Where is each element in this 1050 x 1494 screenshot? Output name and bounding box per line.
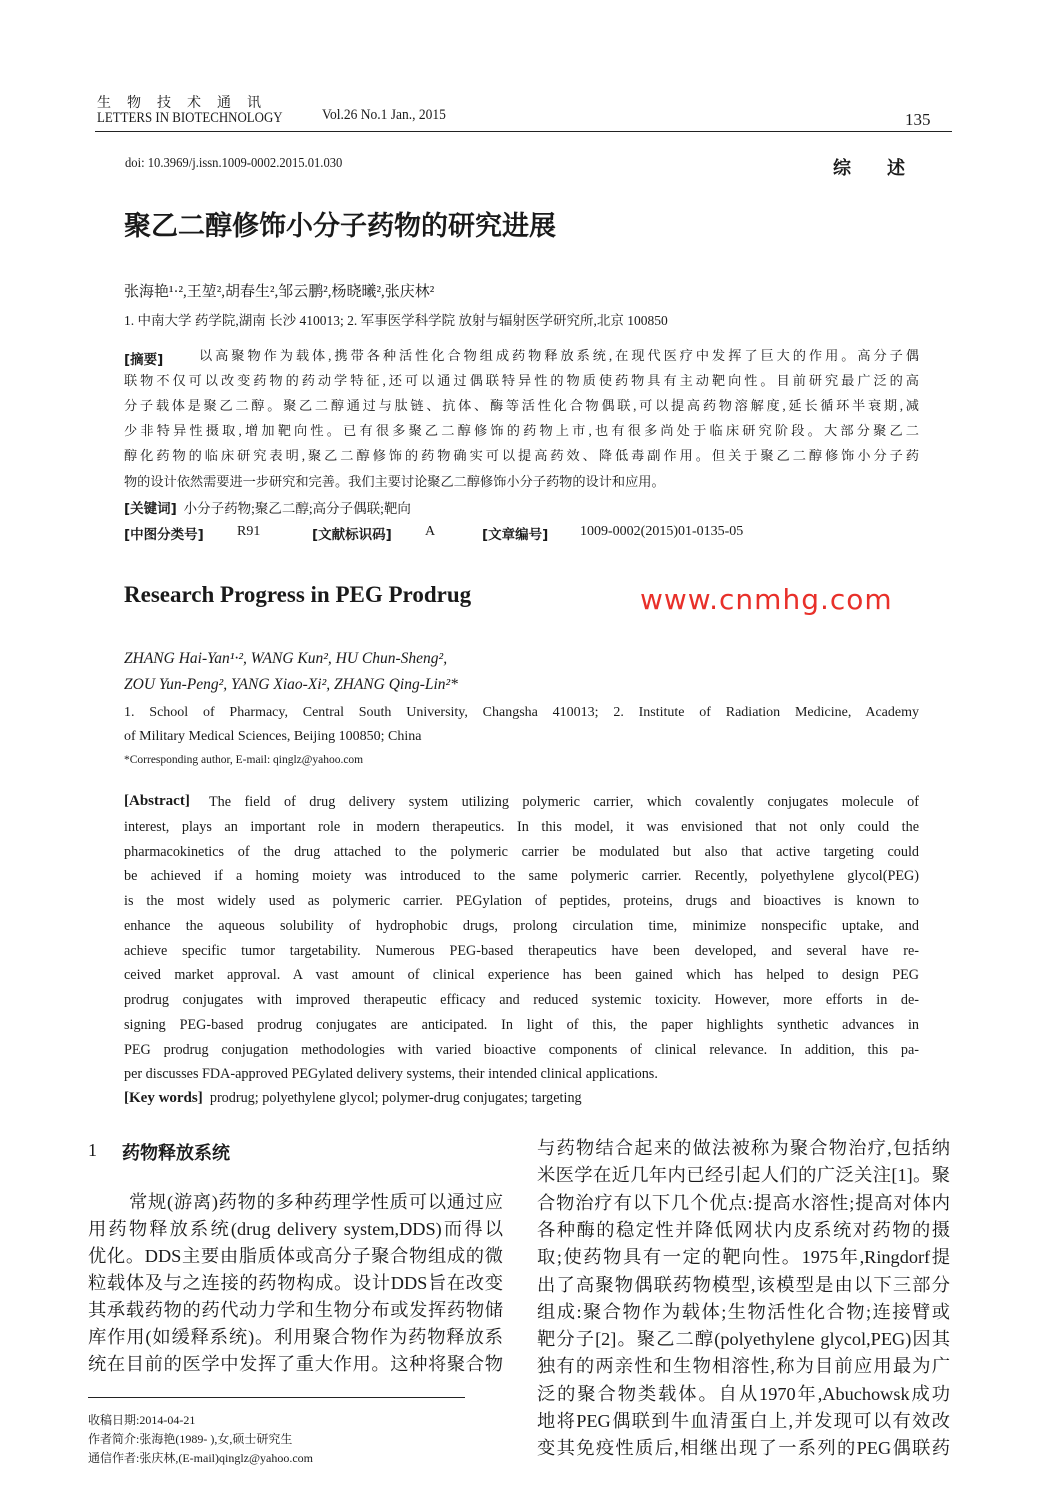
text-line: 变其免疫性质后,相继出现了一系列的PEG偶联药 (537, 1438, 950, 1459)
abstract-en (124, 793, 919, 1093)
text-line: ceived market approval. A vast amount of clinical experience has been gained which has helped to design PEG (124, 967, 919, 984)
text-line: prodrug conjugates with improved therapeutic efficacy and reduced systemic toxicity. However, more efforts in de- (124, 992, 919, 1008)
text-line: pharmacokinetics of the drug attached to the polymeric carrier be modulated but also that active targeting could (124, 843, 919, 860)
text-line: interest, plays an important role in modern therapeutics. In this model, it was envisioned that not only could the (124, 818, 919, 835)
text-line: signing PEG-based prodrug conjugates are anticipated. In light of this, the paper highlights synthetic advances in (124, 1016, 919, 1033)
text-line: 组成:聚合物作为载体;生物活性化合物;连接臂或 (537, 1301, 950, 1322)
text-line: 米医学在近几年内已经引起人们的广泛关注[1]。聚 (537, 1165, 950, 1186)
text-line: 出了高聚物偶联药物模型,该模型是由以下三部分 (537, 1274, 950, 1295)
clc-label: [中图分类号] (124, 527, 204, 543)
header-rule (95, 131, 952, 132)
text-line: 库作用(如缓释系统)。利用聚合物作为药物释放系 (88, 1327, 503, 1347)
article-no-value: 1009-0002(2015)01-0135-05 (580, 524, 744, 539)
doc-code-value: A (425, 524, 436, 539)
text-line: 取;使药物具有一定的靶向性。1975年,Ringdorf提 (537, 1247, 950, 1268)
text-line: The field of drug delivery system utilizing polymeric carrier, which covalently conjugates molecule of (209, 794, 919, 810)
text-line: 其承载药物的药代动力学和生物分布或发挥药物储 (88, 1300, 503, 1320)
text-line: be achieved if a homing moiety was introduced to the same polymeric carrier. Recently, polyethylene glycol(PEG) (124, 868, 919, 885)
journal-name-cn: 生 物 技 术 通 讯 (97, 95, 262, 111)
journal-name-en: LETTERS IN BIOTECHNOLOGY (97, 110, 283, 126)
keywords-cn-value: 小分子药物;聚乙二醇;高分子偶联;靶向 (183, 501, 411, 516)
left-column (88, 1191, 503, 1391)
text-line: 与药物结合起来的做法被称为聚合物治疗,包括纳 (537, 1138, 950, 1158)
journal-issue: Vol.26 No.1 Jan., 2015 (322, 107, 446, 123)
doc-code-label: [文献标识码] (312, 527, 392, 543)
footnote-received: 收稿日期:2014-04-21 (88, 1413, 196, 1427)
section-number: 1 (88, 1140, 97, 1160)
footnote-rule (88, 1397, 465, 1398)
text-line: 联物不仅可以改变药物的药动学特征,还可以通过偶联特异性的物质使药物具有主动靶向性。目前研究最广泛的高 (124, 373, 919, 389)
title-cn: 聚乙二醇修饰小分子药物的研究进展 (124, 211, 556, 242)
page-number: 135 (905, 110, 931, 129)
affiliations-cn: 1. 中南大学 药学院,湖南 长沙 410013; 2. 军事医学科学院 放射与辐射医学研究所,北京 100850 (124, 313, 668, 328)
text-line: 醇化药物的临床研究表明,聚乙二醇修饰的药物确实可以提高药效、降低毒副作用。但关于聚乙二醇修饰小分子药 (124, 448, 919, 464)
text-line: 独有的两亲性和生物相溶性,称为目前应用最为广 (537, 1356, 950, 1377)
text-line: PEG prodrug conjugation methodologies with varied bioactive components of clinical relevance. In addition, this pa- (124, 1041, 919, 1058)
text-line: 物的设计依然需要进一步研究和完善。我们主要讨论聚乙二醇修饰小分子药物的设计和应用。 (124, 473, 665, 489)
footnote-corresponding: 通信作者:张庆林,(E-mail)qinglz@yahoo.com (88, 1451, 314, 1465)
keywords-cn-label: [关键词] (124, 501, 177, 517)
affiliations-en-line-2: of Military Medical Sciences, Beijing 100850; China (124, 729, 422, 744)
text-line: is the most widely used as polymeric carrier. PEGylation of peptides, proteins, drugs and bioactives is known to (124, 893, 919, 909)
text-line: 用药物释放系统(drug delivery system,DDS)而得以 (88, 1219, 503, 1239)
text-line: 地将PEG偶联到牛血清蛋白上,并发现可以有效改 (537, 1411, 950, 1431)
watermark: www.cnmhg.com (640, 583, 893, 616)
text-line: 合物治疗有以下几个优点:提高水溶性;提高对体内 (537, 1192, 950, 1213)
text-line: 靶分子[2]。聚乙二醇(polyethylene glycol,PEG)因其 (537, 1329, 950, 1350)
text-line: 优化。DDS主要由脂质体或高分子聚合物组成的微 (88, 1246, 503, 1266)
keywords-en-value: prodrug; polyethylene glycol; polymer-drug conjugates; targeting (209, 1090, 582, 1106)
text-line: 泛的聚合物类载体。自从1970年,Abuchowsk成功 (537, 1383, 950, 1404)
text-line: 以高聚物作为载体,携带各种活性化合物组成药物释放系统,在现代医疗中发挥了巨大的作用。高分子偶 (199, 348, 919, 363)
corresponding-author: *Corresponding author, E-mail: qinglz@yahoo.com (124, 754, 364, 766)
doi: doi: 10.3969/j.issn.1009-0002.2015.01.030 (125, 156, 343, 171)
abstract-cn (124, 347, 919, 507)
text-line: 分子载体是聚乙二醇。聚乙二醇通过与肽链、抗体、酶等活性化合物偶联,可以提高药物溶解度,延长循环半衰期,减 (124, 398, 919, 414)
column-label: 综 述 (833, 158, 905, 179)
keywords-cn (124, 497, 411, 517)
text-line: per discusses FDA-approved PEGylated delivery systems, their intended clinical applications. (124, 1066, 658, 1083)
text-line: 各种酶的稳定性并降低网状内皮系统对药物的摄 (537, 1219, 950, 1240)
footnote-author-bio: 作者简介:张海艳(1989- ),女,硕士研究生 (88, 1432, 293, 1446)
clc-value: R91 (237, 524, 261, 539)
article-no-label: [文章编号] (482, 527, 549, 543)
keywords-en-label: [Key words] (124, 1090, 203, 1106)
text-line: 粒载体及与之连接的药物构成。设计DDS旨在改变 (88, 1273, 503, 1293)
authors-en-line-2: ZOU Yun-Peng², YANG Xiao-Xi², ZHANG Qing-Lin²* (124, 676, 458, 693)
text-line: achieve specific tumor targetability. Numerous PEG-based therapeutics have been developed, and several have re- (124, 942, 919, 959)
title-en: Research Progress in PEG Prodrug (124, 582, 472, 607)
right-column (537, 1137, 950, 1477)
text-line: 少非特异性摄取,增加靶向性。已有很多聚乙二醇修饰的药物上市,也有很多尚处于临床研究阶段。大部分聚乙二 (124, 423, 919, 439)
authors-cn: 张海艳¹·²,王堃²,胡春生²,邹云鹏²,杨晓曦²,张庆林² (124, 284, 435, 300)
authors-en-line-1: ZHANG Hai-Yan¹·², WANG Kun², HU Chun-Sheng², (124, 650, 448, 667)
text-line: enhance the aqueous solubility of hydrophobic drugs, prolong circulation time, minimize nonspecific uptake, and (124, 917, 919, 934)
abstract-cn-label: [摘要] (124, 352, 164, 368)
text-line: 统在目前的医学中发挥了重大作用。这种将聚合物 (88, 1354, 503, 1374)
keywords-en (124, 1090, 582, 1107)
affiliations-en-line-1: 1. School of Pharmacy, Central South University, Changsha 410013; 2. Institute of Radiation Medicine, Academy (124, 705, 919, 720)
section-heading: 药物释放系统 (122, 1143, 230, 1164)
abstract-en-label: [Abstract] (124, 793, 190, 809)
text-line: 常规(游离)药物的多种药理学性质可以通过应 (129, 1192, 503, 1212)
